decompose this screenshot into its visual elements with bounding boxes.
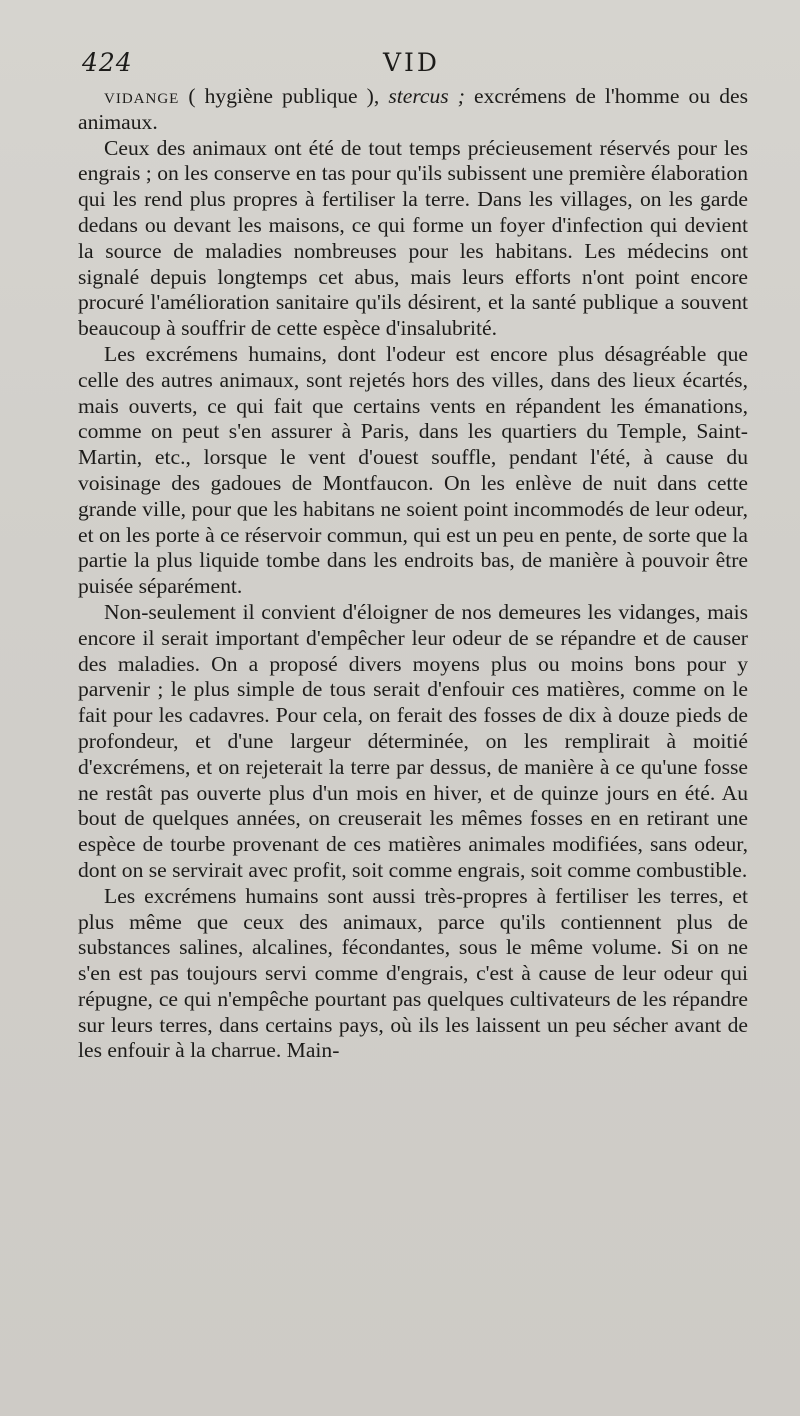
body-text xyxy=(78,84,748,1064)
paragraph-4: Les excrémens humains sont aussi très-propres à fertiliser les terres, et plus même que ceux des animaux, parce qu'ils contiennent plus de substances salines, alcalines, fécondantes, sous le même volume. Si on ne s'en est pas toujours servi comme d'engrais, c'est à cause de leur odeur qui répugne, ce qui n'empêche pourtant pas quelques cultivateurs de les répandre sur leurs terres, dans certains pays, où ils les laissent un peu sécher avant de les enfouir à la charrue. Main- xyxy=(78,883,748,1063)
entry-definition: excrémens de l'homme ou des animaux. xyxy=(78,84,748,134)
page-number: 424 xyxy=(82,48,133,77)
entry-heading-paragraph xyxy=(78,84,748,136)
paragraph-2: Les excrémens humains, dont l'odeur est encore plus désagréable que celle des autres animaux, sont rejetés hors des villes, dans des lieux écartés, mais ouverts, ce qui fait que certains vents en répandent les émanations, comme on peut s'en assurer à Paris, dans les quartiers du Temple, Saint-Martin, etc., lorsque le vent d'ouest souffle, pendant l'été, à cause du voisinage des gadoues de Montfaucon. On les enlève de nuit dans cette grande ville, pour que les habitans ne soient point incommodés de leur odeur, et on les porte à ce réservoir commun, qui est un peu en pente, de sorte que la partie la plus liquide tombe dans les endroits bas, de manière à pouvoir être puisée séparément. xyxy=(78,341,748,599)
entry-domain: ( hygiène publique ), xyxy=(188,84,380,108)
headword: vidange xyxy=(104,84,180,108)
paragraph-1: Ceux des animaux ont été de tout temps précieusement réservés pour les engrais ; on les conserve en tas pour qu'ils subissent une première élaboration qui les rend plus propres à fertiliser la terre. Dans les villages, on les garde dedans ou devant les maisons, ce qui forme un foyer d'infection qui devient la source de maladies nombreuses pour les habitans. Les médecins ont signalé depuis longtemps cet abus, mais leurs efforts n'ont point encore procuré l'amélioration sanitaire qu'ils désirent, et la santé publique a souvent beaucoup à souffrir de cette espèce d'insalubrité. xyxy=(78,135,748,341)
paragraph-3: Non-seulement il convient d'éloigner de nos demeures les vidanges, mais encore il serait important d'empêcher leur odeur de se répandre et de causer des maladies. On a proposé divers moyens plus ou moins bons pour y parvenir ; le plus simple de tous serait d'enfouir ces matières, comme on le fait pour les cadavres. Pour cela, on ferait des fosses de dix à douze pieds de profondeur, et d'une largeur déterminée, on les remplirait à moitié d'excrémens, et on rejeterait la terre par dessus, de manière à ce qu'une fosse ne restât pas ouverte plus d'un mois en hiver, et de quinze jours en été. Au bout de quelques années, on creuserait les mêmes fosses en en retirant une espèce de tourbe provenant de ces matières animales modifiées, sans odeur, dont on se servirait avec profit, soit comme engrais, soit comme combustible. xyxy=(78,599,748,882)
running-head: VID xyxy=(383,48,440,77)
page-header xyxy=(78,48,748,80)
latin-term: stercus ; xyxy=(388,84,465,108)
